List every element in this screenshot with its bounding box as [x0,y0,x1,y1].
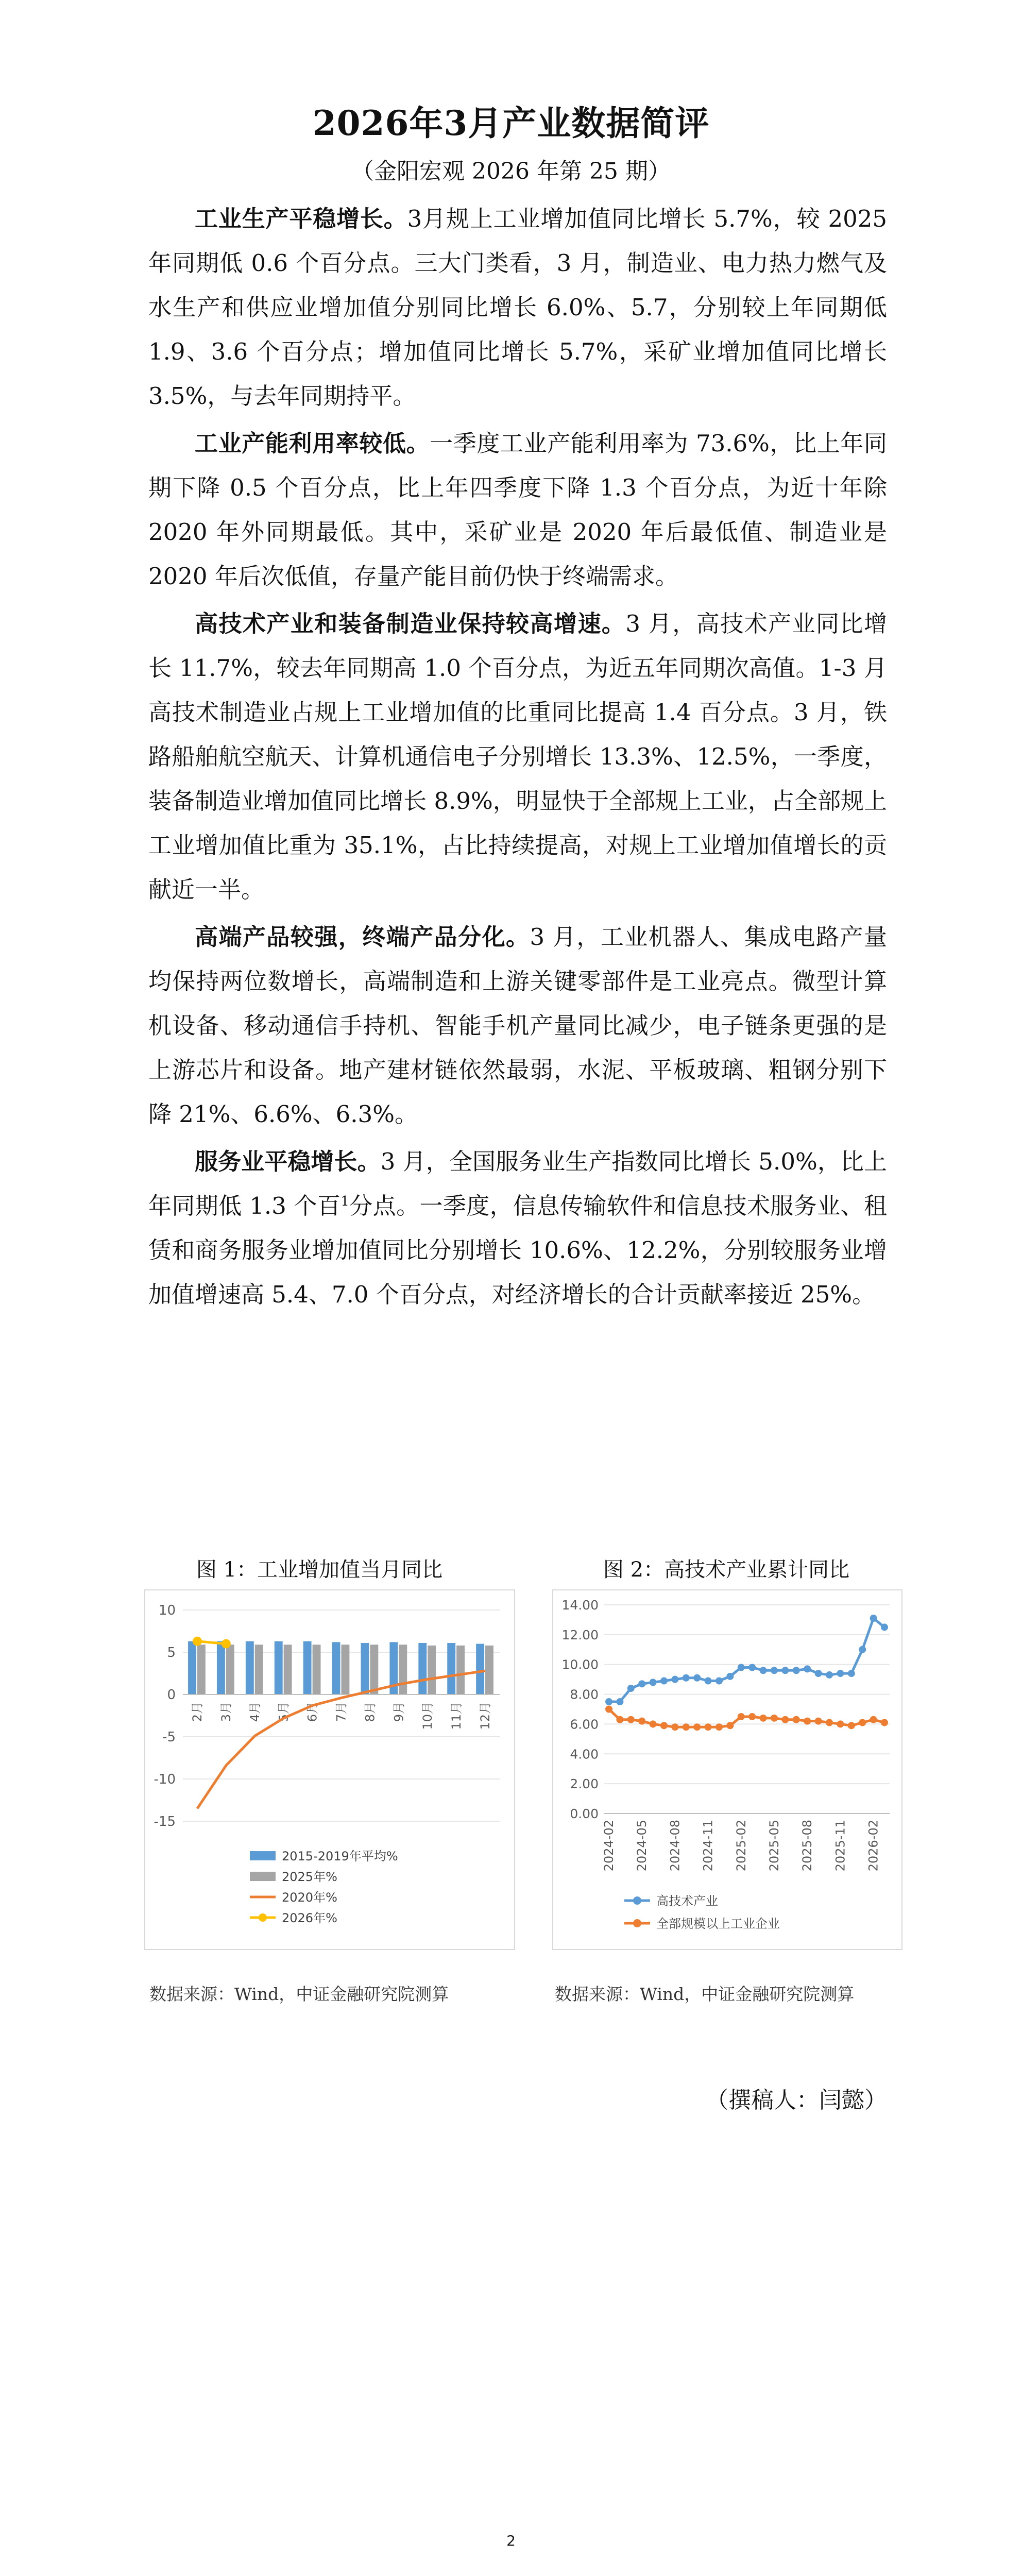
chart1-bar [342,1645,350,1694]
chart2-point [793,1667,800,1674]
chart2-y-tick-label: 8.00 [570,1687,599,1702]
chart2-y-tick-label: 0.00 [570,1806,599,1821]
chart2-y-tick-label: 6.00 [570,1717,599,1732]
chart2-point [859,1646,866,1653]
chart2-point [881,1623,888,1631]
author-credit: （撰稿人：闫懿） [706,2087,887,2113]
chart2-point [671,1723,678,1731]
chart2-y-tick-label: 14.00 [561,1598,599,1613]
chart1-y-tick-label: -10 [154,1772,176,1787]
chart2-legend-marker [633,1919,641,1927]
chart2-high-tech-cumulative [552,1589,902,1950]
chart2-point [726,1673,734,1680]
paragraph-text: 3月规上工业增加值同比增长 5.7%，较 2025 年同期低 0.6 个百分点。三大门类看，3 月，制造业、电力热力燃气及水生产和供应业增加值分别同比增长 6.0%、5.7，分别较上年同期低 1.9、3.6 个百分点；增加值同比增长 5.7%，采矿业增加值同比增长 3.5%，与去年同期持平。 [148,205,887,410]
paragraph-heading: 高端产品较强，终端产品分化。 [195,923,530,951]
paragraph-heading: 高技术产业和装备制造业保持较高增速。 [195,610,626,637]
chart2-point [738,1713,745,1720]
chart2-title: 图 2：高技术产业累计同比 [603,1558,850,1582]
chart2-point [605,1706,612,1713]
chart2-point [705,1677,712,1685]
chart2-point [638,1718,645,1725]
chart2-point [781,1716,789,1723]
chart1-x-tick-label: 10月 [420,1702,435,1730]
paragraph-capacity-utilization [148,421,887,599]
chart2-point [804,1665,811,1672]
chart1-bar [303,1641,312,1694]
chart2-point [781,1667,789,1674]
chart1-bar [370,1645,378,1694]
chart2-x-tick-label: 2024-05 [635,1820,650,1872]
body-text [148,197,887,1320]
chart2-y-tick-label: 4.00 [570,1747,599,1762]
chart1-title: 图 1：工业增加值当月同比 [196,1558,443,1582]
chart2-point [771,1715,778,1722]
chart2-x-tick-label: 2024-11 [701,1820,716,1872]
chart1-legend-label: 2025年% [282,1870,337,1884]
chart2-source: 数据来源：Wind，中证金融研究院测算 [555,1984,855,2004]
chart1-y-tick-label: -5 [162,1730,176,1745]
chart2-point [815,1718,822,1725]
chart2-point [870,1615,877,1622]
chart2-point [881,1719,888,1726]
chart2-point [748,1713,756,1720]
chart1-bar [284,1645,292,1694]
chart1-x-tick-label: 11月 [449,1702,464,1730]
chart1-legend-label: 2015-2019年平均% [282,1849,398,1863]
chart2-point [815,1670,822,1677]
chart1-bar [188,1641,196,1694]
chart2-x-tick-label: 2025-05 [767,1820,781,1872]
chart2-x-tick-label: 2025-11 [833,1820,848,1872]
paragraph-heading: 工业产能利用率较低。 [195,430,430,457]
paragraph-heading: 工业生产平稳增长。 [195,205,407,232]
chart1-x-tick-label: 5月 [276,1702,291,1722]
chart2-point [716,1723,723,1731]
chart2-x-tick-label: 2024-08 [668,1820,683,1872]
chart1-y-tick-label: 10 [158,1603,176,1618]
chart2-point [804,1718,811,1725]
chart2-y-tick-label: 2.00 [570,1776,599,1792]
chart2-point [848,1722,855,1729]
chart2-point [793,1716,800,1723]
chart2-point [660,1722,668,1729]
chart2-point [859,1719,866,1726]
paragraph-high-tech [148,602,887,912]
chart1-legend-swatch [250,1851,276,1860]
chart2-point [627,1685,635,1692]
chart2-point [683,1674,690,1682]
chart1-x-tick-label: 8月 [363,1702,378,1722]
chart2-point [627,1716,635,1723]
chart1-bar [447,1643,455,1694]
chart1-bar [361,1643,369,1694]
chart2-point [826,1671,833,1679]
chart1-bar [217,1641,225,1694]
chart2-point [693,1674,701,1682]
paragraph-text: 3 月，全国服务业生产指数同比增长 5.0%，比上年同期低 1.3 个百 [148,1148,887,1219]
chart1-x-tick-label: 9月 [391,1702,406,1722]
page-title: 2026年3月产业数据简评 [312,103,710,143]
chart1-bar [418,1643,427,1694]
chart2-point [705,1723,712,1731]
chart2-legend-marker [633,1896,641,1905]
chart2-point [848,1670,855,1677]
chart2-point [837,1720,844,1727]
chart2-point [748,1664,756,1671]
chart1-bar [485,1646,493,1694]
chart1-y-tick-label: -15 [154,1814,176,1829]
chart2-point [616,1716,623,1723]
chart1-legend-marker [259,1913,267,1922]
chart2-point [738,1664,745,1671]
chart2-point [660,1677,668,1685]
paragraph-text: 3 月，高技术产业同比增长 11.7%，较去年同期高 1.0 个百分点，为近五年同期次高值。1-3 月高技术制造业占规上工业增加值的比重同比提高 1.4 百分点。3 月，铁路船舶航空航天、计算机通信电子分别增长 13.3%、12.5%，一季度，装备制造业增加值同比增长 8.9%，明显快于全部规上工业，占全部规上工业增加值比重为 35.1%，占比持续提高，对规上工业增加值增长的贡献近一半。 [148,610,887,903]
chart2-y-tick-label: 10.00 [561,1657,599,1672]
page-number: 2 [506,2532,516,2549]
chart2-point [760,1667,767,1674]
chart1-bar [255,1645,263,1694]
chart2-x-tick-label: 2025-02 [734,1820,748,1872]
chart1-x-tick-label: 12月 [478,1702,493,1730]
chart1-bar [476,1644,484,1694]
chart1-x-tick-label: 6月 [305,1702,320,1722]
chart2-point [826,1719,833,1726]
chart1-y-tick-label: 0 [167,1687,176,1703]
chart1-bar [332,1642,340,1694]
chart2-point [650,1679,657,1686]
chart1-x-tick-label: 7月 [334,1702,349,1722]
chart2-legend-label: 高技术产业 [656,1894,718,1908]
chart2-point [726,1722,734,1729]
chart2-x-tick-label: 2026-02 [866,1820,881,1872]
paragraph-text-continued: 分点。一季度，信息传输软件和信息技术服务业、租赁和商务服务业增加值同比分别增长 10.6%、12.2%，分别较服务业增加值增速高 5.4、7.0 个百分点，对经济增长的合计贡献率接近 25%。 [148,1192,887,1308]
chart1-x-tick-label: 2月 [190,1702,205,1722]
chart1-legend-label: 2026年% [282,1911,337,1925]
chart2-point [760,1715,767,1722]
chart1-legend-label: 2020年% [282,1890,337,1905]
footnote-mark: 1 [340,1194,349,1209]
page-subtitle: （金阳宏观 2026 年第 25 期） [351,158,671,184]
paragraph-text: 一季度工业产能利用率为 73.6%，比上年同期下降 0.5 个百分点，比上年四季度下降 1.3 个百分点，为近十年除 2020 年外同期最低。其中，采矿业是 2020 年后最低值、制造业是 2020 年后次低值，存量产能目前仍快于终端需求。 [148,430,887,590]
chart1-source: 数据来源：Wind，中证金融研究院测算 [149,1984,449,2004]
chart2-point [650,1720,657,1727]
chart1-legend-swatch [250,1872,276,1881]
chart1-bar [428,1646,436,1694]
paragraph-text: 3 月，工业机器人、集成电路产量均保持两位数增长，高端制造和上游关键零部件是工业亮点。微型计算机设备、移动通信手持机、智能手机产量同比减少，电子链条更强的是上游芯片和设备。地产建材链依然最弱，水泥、平板玻璃、粗钢分别下降 21%、6.6%、6.3%。 [148,923,887,1128]
chart2-point [616,1698,623,1705]
chart1-x-tick-label: 4月 [247,1702,262,1722]
chart2-x-tick-label: 2024-02 [602,1820,616,1872]
paragraph-high-end-products [148,915,887,1137]
chart1-industrial-value-added [144,1589,515,1950]
chart2-point [716,1677,723,1685]
chart1-bar [275,1641,283,1694]
chart2-point [837,1670,844,1677]
chart2-point [605,1698,612,1705]
chart1-bar [226,1645,234,1694]
chart1-point [193,1637,202,1646]
paragraph-heading: 服务业平稳增长。 [195,1148,381,1175]
chart2-x-tick-label: 2025-08 [800,1820,815,1872]
chart1-bar [246,1641,254,1694]
chart2-point [671,1676,678,1683]
chart1-bar [197,1645,206,1694]
chart1-bar [456,1646,465,1694]
chart2-y-tick-label: 12.00 [561,1627,599,1642]
chart1-point [222,1639,231,1649]
chart1-x-tick-label: 3月 [218,1702,233,1722]
chart2-point [870,1716,877,1723]
chart2-point [771,1667,778,1674]
chart1-bar [399,1645,407,1694]
chart1-bar [313,1645,321,1694]
paragraph-industrial-production [148,197,887,418]
paragraph-services [148,1140,887,1317]
chart2-frame [553,1590,902,1950]
chart2-legend-label: 全部规模以上工业企业 [656,1917,780,1931]
chart2-point [638,1680,645,1687]
chart1-y-tick-label: 5 [167,1645,176,1660]
chart2-point [683,1723,690,1731]
chart2-point [693,1723,701,1731]
